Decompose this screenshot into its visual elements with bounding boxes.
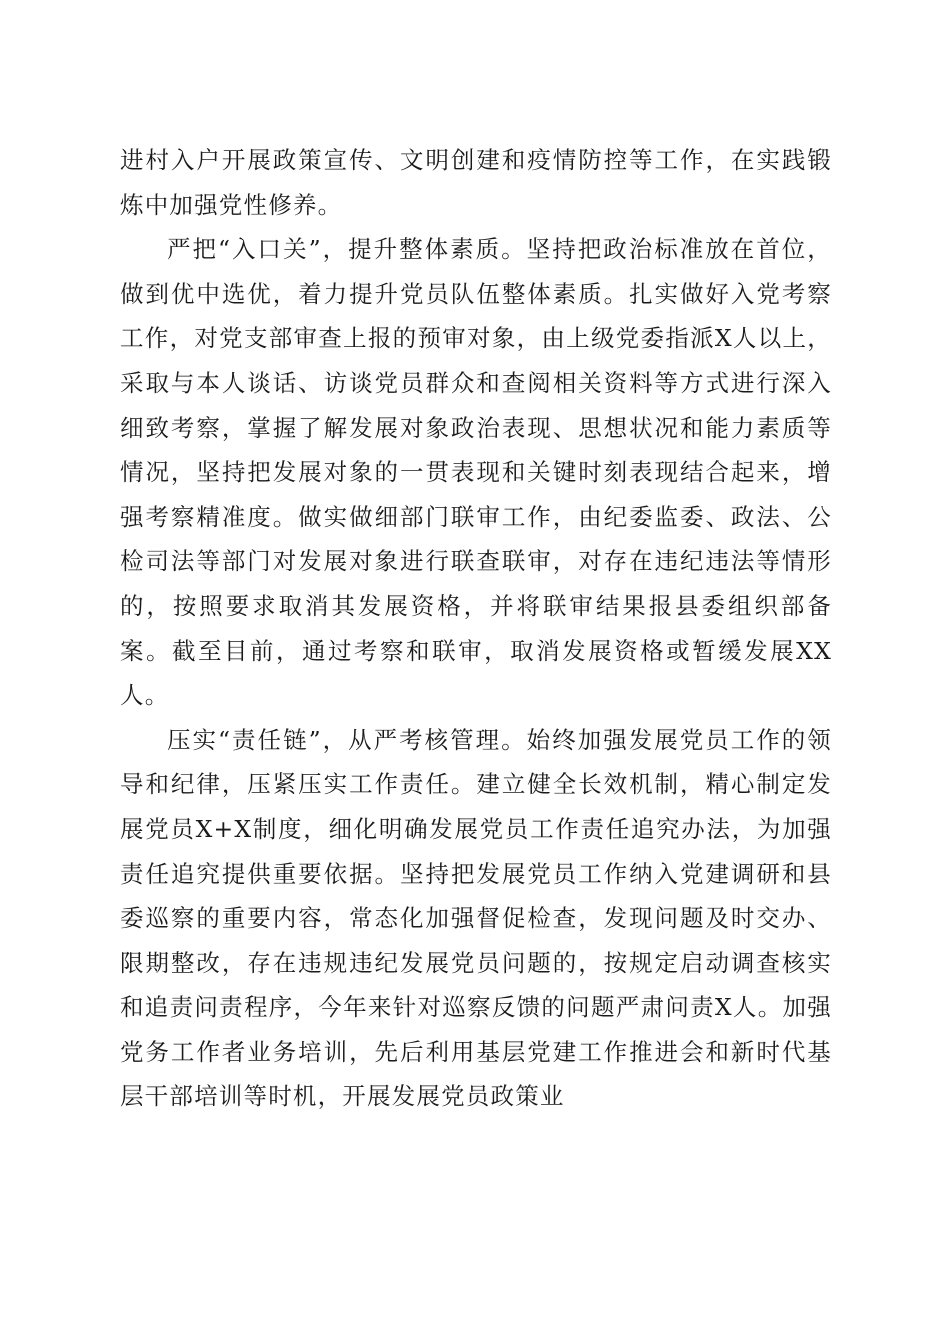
paragraph-responsibility-chain: 压实“责任链”，从严考核管理。始终加强发展党员工作的领导和纪律，压紧压实工作责任。建立健全长效机制，精心制定发展党员X+X制度，细化明确发展党员工作责任追究办法，为加强责任追究提供重要依据。坚持把发展党员工作纳入党建调研和县委巡察的重要内容，常态化加强督促检查，发现问题及时交办、限期整改，存在违规违纪发展党员问题的，按规定启动调查核实和追责问责程序，今年来针对巡察反馈的问题严肃问责X人。加强党务工作者业务培训，先后利用基层党建工作推进会和新时代基层干部培训等时机，开展发展党员政策业 (120, 725, 832, 1111)
document-body (120, 138, 832, 1119)
paragraph-continuation: 进村入户开展政策宣传、文明创建和疫情防控等工作，在实践锻炼中加强党性修养。 (120, 146, 832, 219)
paragraph-entry-gate: 严把“入口关”，提升整体素质。坚持把政治标准放在首位，做到优中选优，着力提升党员队伍整体素质。扎实做好入党考察工作，对党支部审查上报的预审对象，由上级党委指派X人以上，采取与本人谈话、访谈党员群众和查阅相关资料等方式进行深入细致考察，掌握了解发展对象政治表现、思想状况和能力素质等情况，坚持把发展对象的一贯表现和关键时刻表现结合起来，增强考察精准度。做实做细部门联审工作，由纪委监委、政法、公检司法等部门对发展对象进行联查联审，对存在违纪违法等情形的，按照要求取消其发展资格，并将联审结果报县委组织部备案。截至目前，通过考察和联审，取消发展资格或暂缓发展XX人。 (120, 235, 832, 710)
